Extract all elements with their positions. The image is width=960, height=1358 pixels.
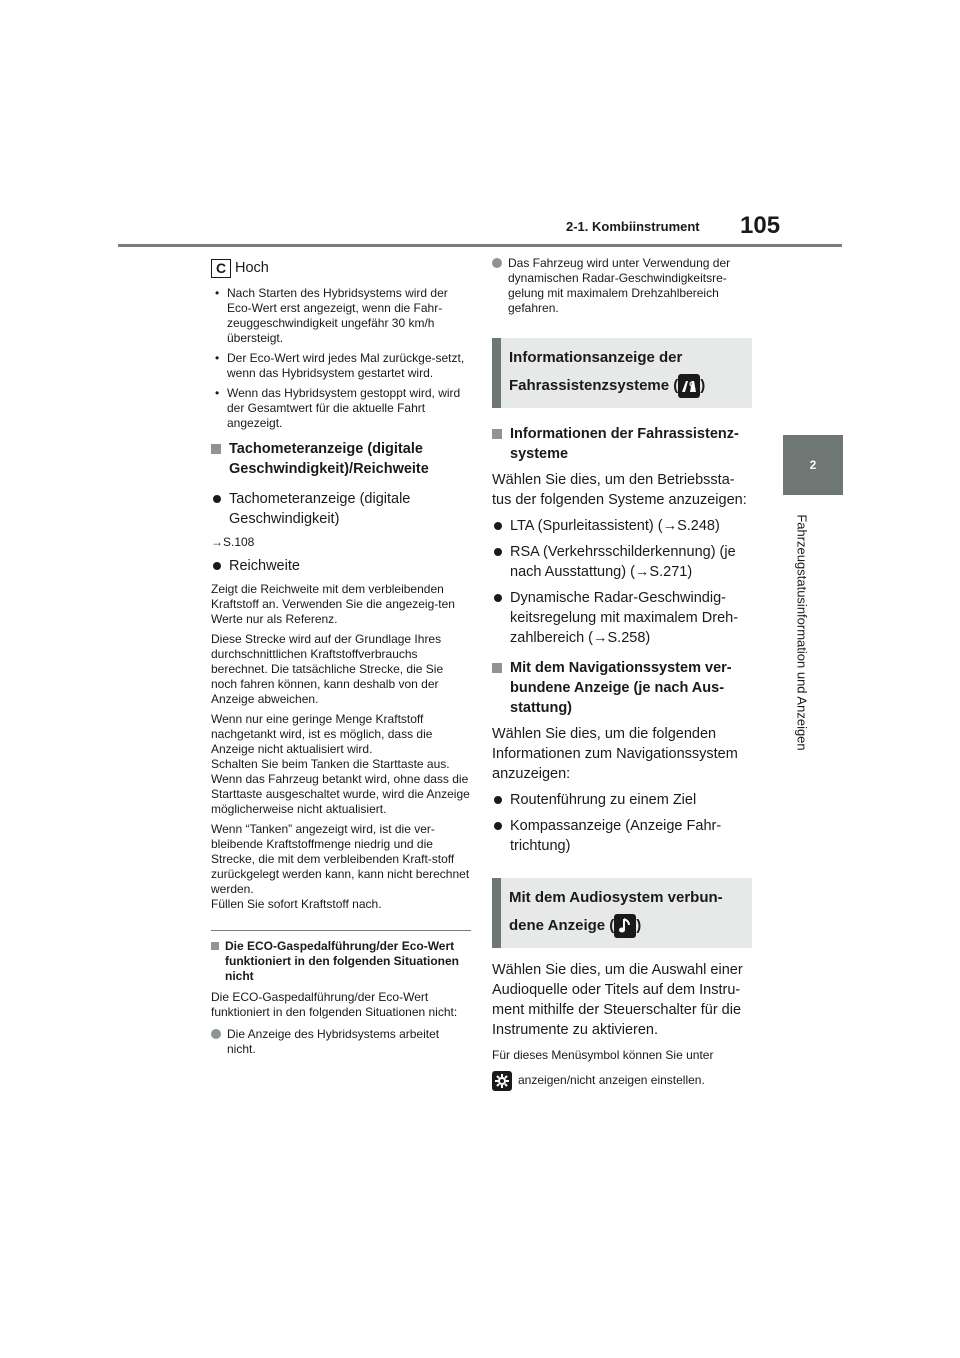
heading-assist-info: Informationen der Fahrassistenz-systeme [492, 424, 752, 464]
right-column [492, 256, 752, 1091]
page-number: 105 [740, 212, 781, 239]
list-item: Routenführung zu einem Ziel [492, 790, 752, 810]
list-item: • Wenn das Hybridsystem gestoppt wird, wird der Gesamtwert für die aktuelle Fahrt angezeigt. [211, 386, 471, 431]
list-item: • Nach Starten des Hybridsystems wird der Eco-Wert erst angezeigt, wenn die Fahr-zeuggeschwindigkeit ungefähr 30 km/h übersteigt. [211, 286, 471, 346]
paragraph: Wählen Sie dies, um den Betriebssta-tus der folgenden Systeme anzuzeigen: [492, 472, 747, 508]
gear-icon [492, 1071, 512, 1091]
paragraph: Füllen Sie sofort Kraftstoff nach. [211, 897, 382, 911]
paragraph: Wählen Sie dies, um die Auswahl einer Audioquelle oder Titels auf dem Instru-ment mithilfe der Steuerschalter für die Instrumente zu aktivieren. [492, 962, 743, 1038]
menu-note: Für dieses Menüsymbol können Sie unter [492, 1048, 714, 1062]
music-note-icon [614, 914, 636, 938]
left-column [211, 258, 471, 1057]
section-title-row: Fahrassistenzsysteme ( ) [509, 372, 744, 400]
list-item: Dynamische Radar-Geschwindig-keitsregelung mit maximalem Dreh-zahlbereich (→S.258) [492, 588, 752, 648]
c-text: Hoch [235, 260, 269, 276]
chapter-title: Fahrzeugstatusinformation und Anzeigen [794, 514, 810, 751]
divider [211, 930, 471, 931]
section-audio [492, 878, 752, 948]
paragraph: Die ECO-Gaspedalführung/der Eco-Wert funktioniert in den folgenden Situationen nicht: [211, 990, 458, 1019]
note-heading: Die ECO-Gaspedalführung/der Eco-Wert funktioniert in den folgenden Situationen nicht [211, 939, 471, 984]
menu-note-row: anzeigen/nicht anzeigen einstellen. [492, 1071, 752, 1091]
c-label: C [211, 259, 231, 278]
section-title: Mit dem Audiosystem verbun- [509, 889, 723, 906]
chapter-tab: 2 [783, 435, 843, 495]
header-rule [118, 244, 842, 247]
section-header: 2-1. Kombiinstrument [566, 219, 700, 234]
list-item: Kompassanzeige (Anzeige Fahr-trichtung) [492, 816, 752, 856]
list-item: Reichweite [211, 556, 471, 576]
paragraph: Diese Strecke wird auf der Grundlage Ihres durchschnittlichen Kraftstoffverbrauchs berechnet. Die tatsächliche Strecke, die Sie noch fahren können, kann deshalb von der Anzeige abweichen. [211, 632, 444, 706]
list-item: Die Anzeige des Hybridsystems arbeitet nicht. [211, 1027, 471, 1057]
section-driver-assist [492, 338, 752, 408]
paragraph: Schalten Sie beim Tanken die Starttaste aus. Wenn das Fahrzeug betankt wird, ohne dass die Starttaste ausgeschaltet wurde, wird die Anzeige möglicherweise nicht aktualisiert. [211, 757, 470, 816]
driver-assist-icon [678, 374, 700, 398]
page-reference: →S.108 [211, 535, 255, 549]
list-item: LTA (Spurleitassistent) (→S.248) [492, 516, 752, 536]
heading-tachometer: Tachometeranzeige (digitale Geschwindigkeit)/Reichweite [211, 439, 471, 479]
section-title: Informationsanzeige der [509, 349, 683, 366]
paragraph: Wählen Sie dies, um die folgenden Informationen zum Navigationssystem anzuzeigen: [492, 726, 738, 782]
c-label-row [211, 258, 471, 278]
paragraph: Wenn nur eine geringe Menge Kraftstoff nachgetankt wird, ist es möglich, dass die Anzeige nicht aktualisiert wird. [211, 712, 433, 756]
paragraph: Wenn “Tanken” angezeigt wird, ist die ver-bleibende Kraftstoffmenge niedrig und die Strecke, die mit dem verbleibenden Kraft-stoff zurückgelegt werden kann, kann nicht berechnet werden. [211, 822, 470, 896]
list-item: • Der Eco-Wert wird jedes Mal zurückge-setzt, wenn das Hybridsystem gestartet wird. [211, 351, 471, 381]
heading-navigation: Mit dem Navigationssystem ver-bundene Anzeige (je nach Aus-stattung) [492, 658, 752, 718]
list-item: Tachometeranzeige (digitale Geschwindigkeit) [211, 489, 471, 529]
paragraph: Zeigt die Reichweite mit dem verbleibenden Kraftstoff an. Verwenden Sie die angezeig-ten Werte nur als Referenz. [211, 582, 455, 626]
section-title-row: dene Anzeige ( ) [509, 912, 744, 940]
list-item: Das Fahrzeug wird unter Verwendung der dynamischen Radar-Geschwindigkeitsre-gelung mit maximalem Drehzahlbereich gefahren. [492, 256, 752, 316]
list-item: RSA (Verkehrsschilderkennung) (je nach Ausstattung) (→S.271) [492, 542, 752, 582]
